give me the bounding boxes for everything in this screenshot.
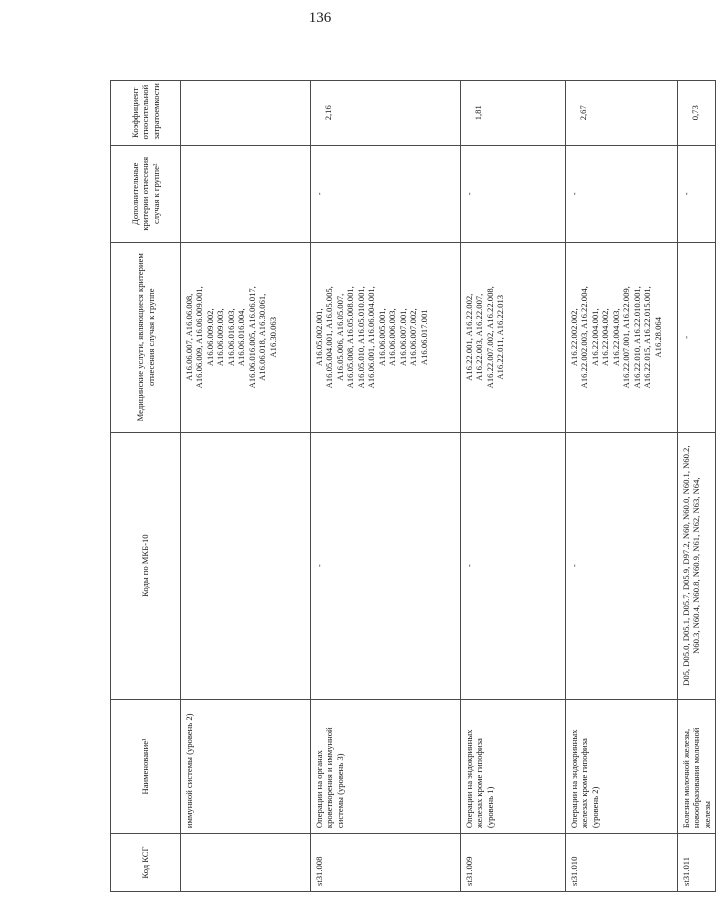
row-mkb: -	[461, 432, 566, 699]
service-code-line: A16.06.005.001,	[376, 308, 387, 367]
row-code: st31.011	[678, 834, 716, 892]
service-code-line: A16.06.016.005, A16.06.017,	[246, 286, 257, 389]
service-code-line: -	[681, 335, 691, 339]
header-name: Наименование¹	[111, 699, 181, 833]
row-coef: 0,73	[678, 81, 716, 146]
row-code: st31.009	[461, 834, 566, 892]
table-header-row	[111, 81, 181, 892]
row-coef: 2,67	[566, 81, 678, 146]
service-code-line: A16.28.064	[652, 316, 663, 358]
page-number: 136	[308, 10, 332, 26]
service-code-line: A16.22.001, A16.22.002,	[464, 293, 474, 381]
table-row	[678, 81, 716, 892]
service-code-line: A16.05.004.001, A16.05.005,	[324, 286, 335, 389]
row-services	[311, 242, 461, 432]
row-additional	[181, 145, 311, 242]
service-code-line: A16.22.004.003,	[610, 308, 621, 367]
service-code-line: A16.06.007, A16.06.008,	[184, 293, 194, 381]
row-name: Болезни молочной железы, новообразования молочной железы	[678, 699, 716, 833]
row-services	[181, 242, 311, 432]
header-mkb: Коды по МКБ-10	[111, 432, 181, 699]
service-code-line: A16.22.011, A16.22.013	[495, 294, 506, 380]
service-code-line: A16.06.001, A16.06.004.001,	[366, 286, 377, 389]
row-coef	[181, 81, 311, 146]
row-coef: 2,16	[311, 81, 461, 146]
service-code-line: A16.22.002.003, A16.22.004,	[579, 286, 590, 389]
service-code-line: A16.22.007.001, A16.22.009,	[621, 286, 632, 389]
service-code-line: A16.06.006.003,	[387, 308, 398, 367]
header-coef: Коэффициент относительной затратоемкости	[111, 81, 181, 146]
service-code-line: A16.22.004.001,	[589, 308, 600, 367]
row-mkb: D05, D05.0, D05.1, D05.7, D05.9, D97.2, N60, N60.0, N60.1, N60.2, N60.3, N60.4, N60.8, N60.9, N61, N62, N63, N64,	[678, 432, 716, 699]
service-code-line: A16.30.063	[267, 316, 278, 358]
header-services: Медицинские услуги, являющиеся критерием отнесения случая к группе	[111, 242, 181, 432]
service-code-line: A16.06.007.001,	[397, 308, 408, 367]
row-additional: -	[461, 145, 566, 242]
service-code-line: A16.22.004.002,	[600, 308, 611, 367]
service-code-line: A16.05.006, A16.05.007,	[334, 293, 345, 381]
service-code-line: A16.06.016.003,	[225, 308, 236, 367]
header-additional: Дополнительные критерии отнесения случая к группе²	[111, 145, 181, 242]
row-name: Операции на органах кроветворения и иммунной системы (уровень 3)	[311, 699, 461, 833]
service-code-line: A16.22.002.002,	[569, 308, 579, 367]
row-code	[181, 834, 311, 892]
service-code-line: A16.22.003, A16.22.007,	[474, 293, 485, 381]
row-name: Операции на эндокринных железах кроме гипофиза (уровень 2)	[566, 699, 678, 833]
service-code-line: A16.06.009, A16.06.009.001,	[194, 286, 205, 389]
table-row	[566, 81, 678, 892]
row-code: st31.010	[566, 834, 678, 892]
service-code-line: A16.06.009.003,	[215, 308, 226, 367]
row-mkb: -	[566, 432, 678, 699]
row-mkb	[181, 432, 311, 699]
ksg-table	[110, 80, 716, 892]
row-additional: -	[678, 145, 716, 242]
row-services	[461, 242, 566, 432]
row-additional: -	[566, 145, 678, 242]
header-code: Код КСГ	[111, 834, 181, 892]
service-code-line: A16.05.008, A16.05.008.001,	[345, 286, 356, 389]
row-coef: 1,81	[461, 81, 566, 146]
table-row	[311, 81, 461, 892]
service-code-line: A16.22.015, A16.22.015.001,	[642, 286, 653, 389]
row-name: иммунной системы (уровень 2)	[181, 699, 311, 833]
service-code-line: A16.06.018, A16.30.061,	[257, 293, 268, 381]
service-code-line: A16.05.010, A16.05.010.001,	[355, 286, 366, 389]
service-code-line: A16.22.010, A16.22.010.001,	[631, 286, 642, 389]
service-code-line: A16.06.007.002,	[408, 308, 419, 367]
row-additional: -	[311, 145, 461, 242]
service-code-line: A16.05.002.001,	[314, 308, 324, 367]
row-mkb: -	[311, 432, 461, 699]
row-services	[678, 242, 716, 432]
table-row	[181, 81, 311, 892]
service-code-line: A16.06.017.001	[418, 309, 429, 366]
row-name: Операции на эндокринных железах кроме гипофиза (уровень 1)	[461, 699, 566, 833]
service-code-line: A16.06.009.002,	[204, 308, 215, 367]
table-row	[461, 81, 566, 892]
row-code: st31.008	[311, 834, 461, 892]
row-services	[566, 242, 678, 432]
service-code-line: A16.06.016.004,	[236, 308, 247, 367]
service-code-line: A16.22.007.002, A16.22.008,	[484, 286, 495, 389]
